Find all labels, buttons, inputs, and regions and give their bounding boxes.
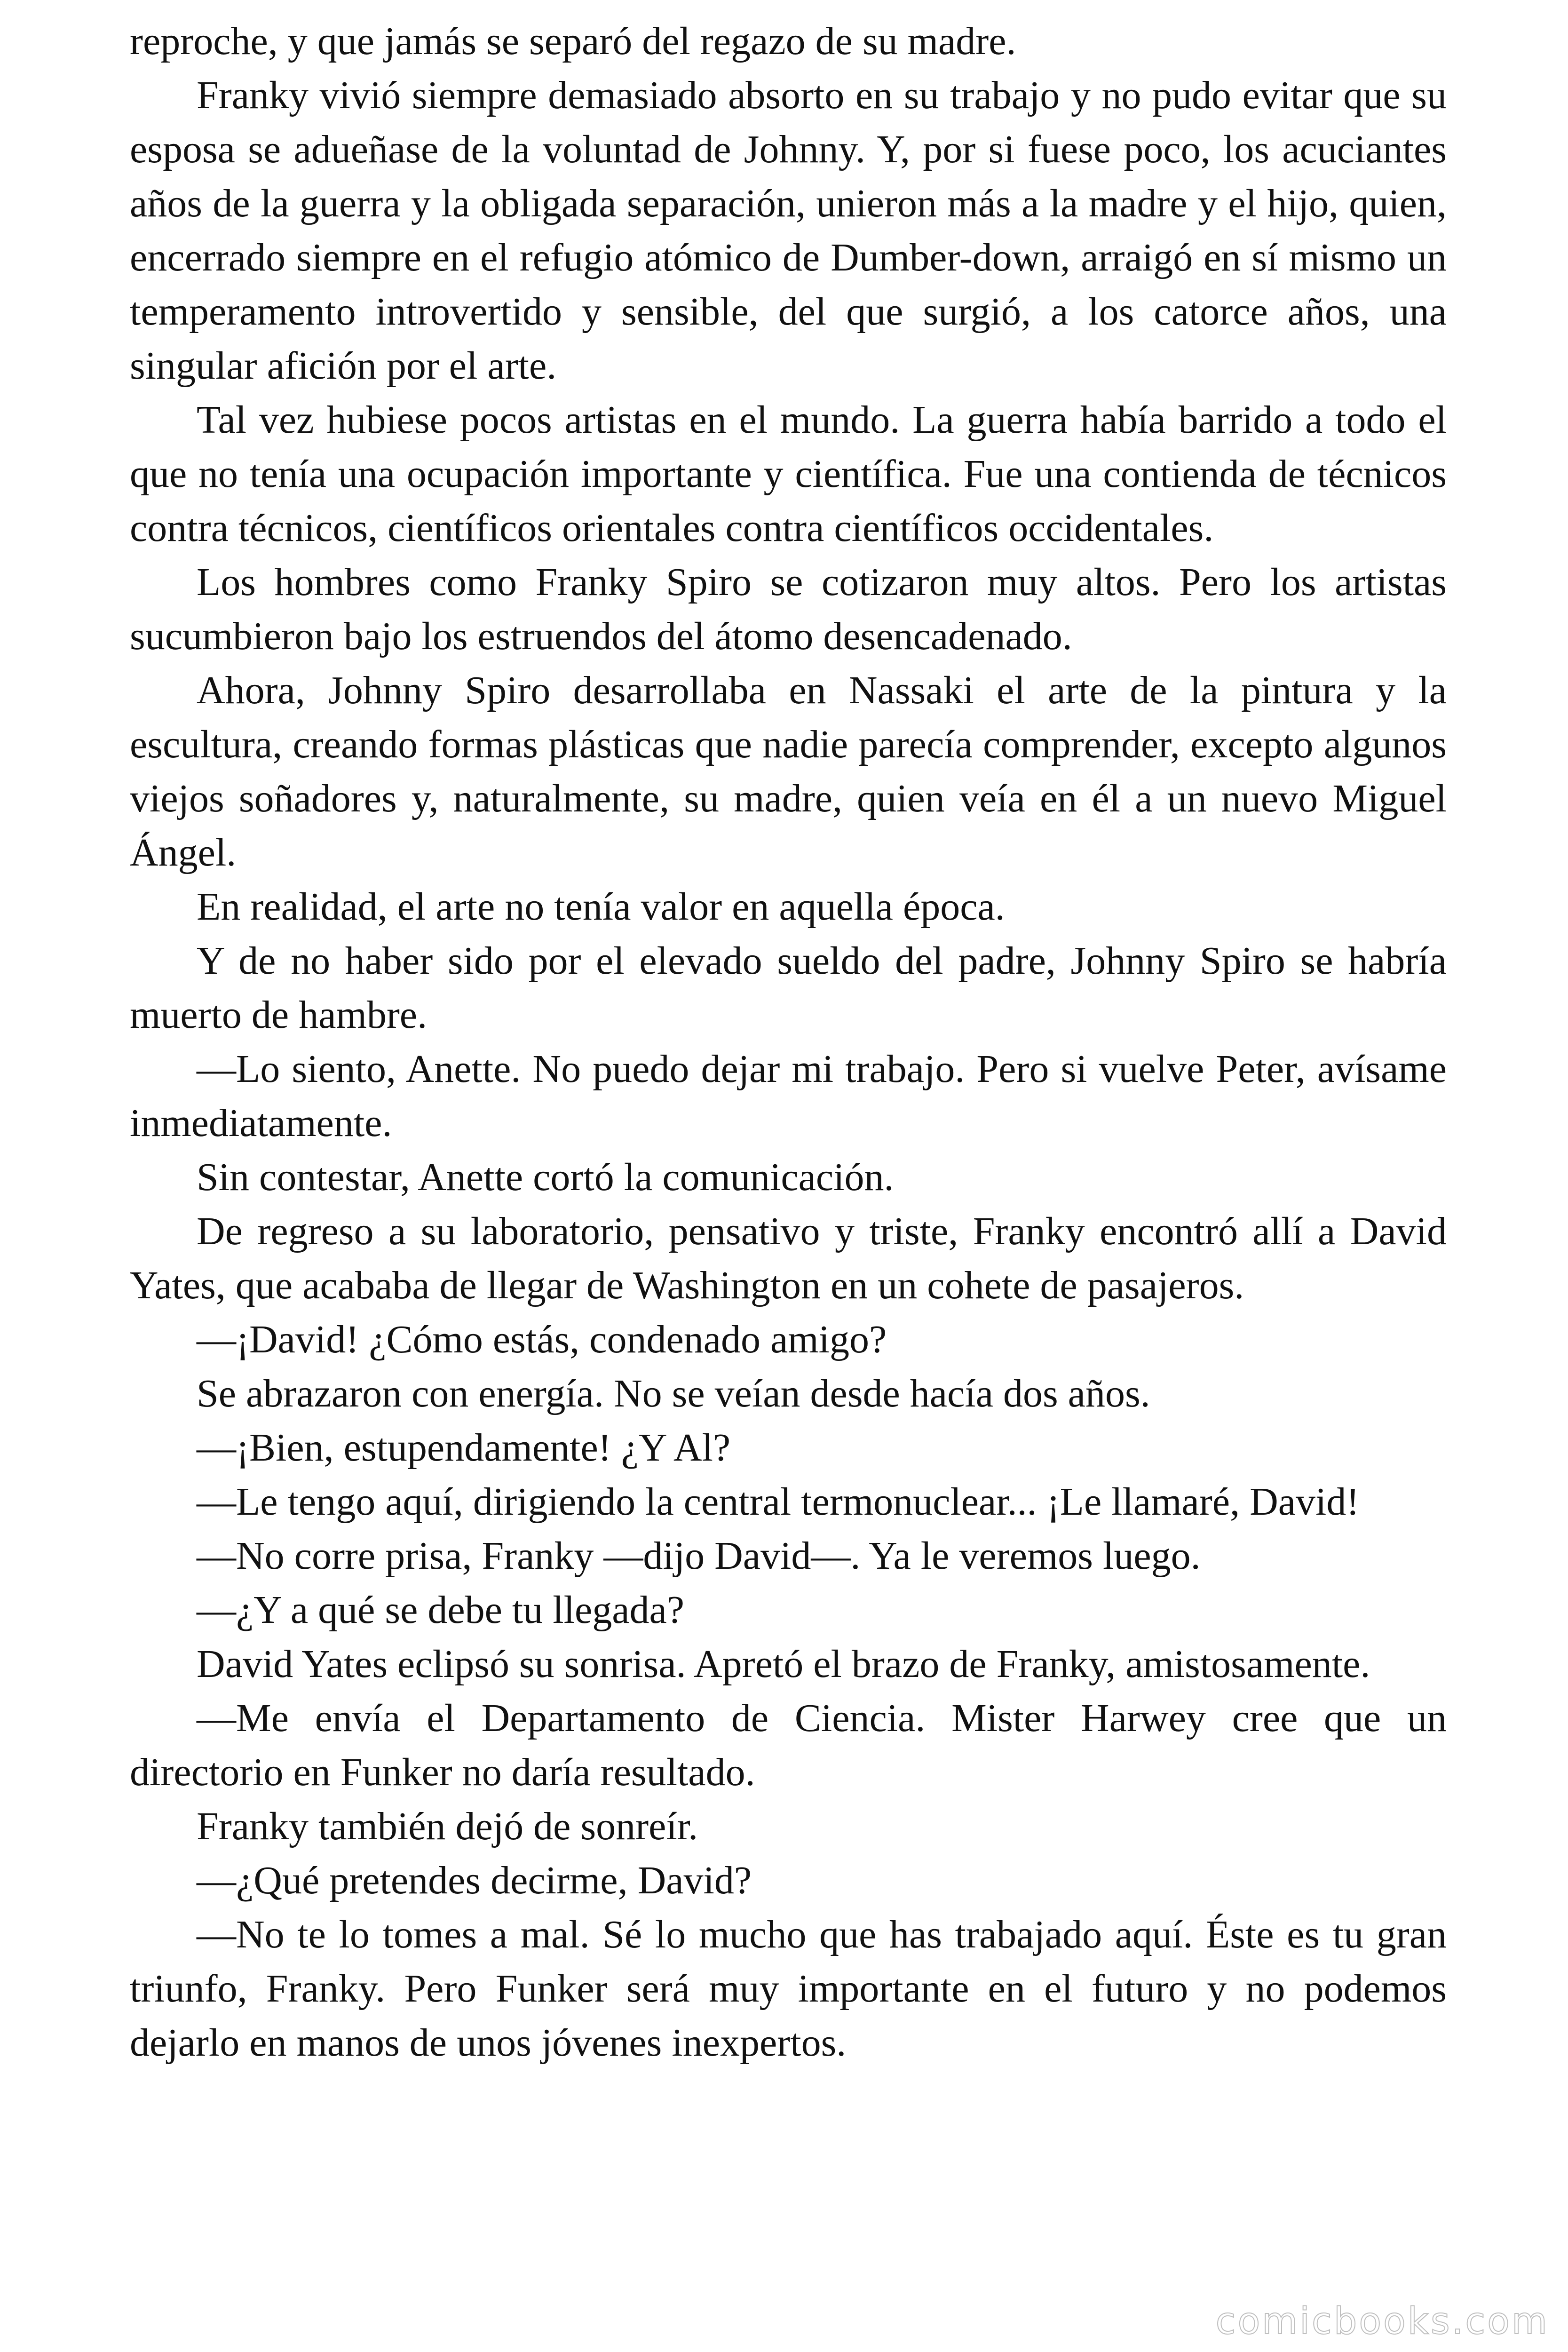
paragraph-1: reproche, y que jamás se separó del regazo de su madre.: [130, 19, 1016, 63]
paragraph-2: Franky vivió siempre demasiado absorto en su trabajo y no pudo evitar que su esposa se adueñase de la voluntad de Johnny. Y, por si fuese poco, los acuciantes años de la guerra y la obligada separación, unieron más a la madre y el hijo, quien, encerrado siempre en el refugio atómico de Dumber-down, arraigó en sí mismo un temperamento introvertido y sensible, del que surgió, a los catorce años, una singular afición por el arte.: [130, 73, 1447, 388]
paragraph-3: Tal vez hubiese pocos artistas en el mundo. La guerra había barrido a todo el que no tenía una ocupación importante y científica. Fue una contienda de técnicos contra técnicos, científicos orientales contra científicos occidentales.: [130, 398, 1447, 550]
paragraph-11: —¡David! ¿Cómo estás, condenado amigo?: [197, 1318, 887, 1361]
paragraph-8: —Lo siento, Anette. No puedo dejar mi trabajo. Pero si vuelve Peter, avísame inmediatamente.: [130, 1047, 1447, 1145]
paragraph-6: En realidad, el arte no tenía valor en aquella época.: [197, 885, 1005, 929]
book-page-text: [130, 14, 1447, 2070]
paragraph-15: —No corre prisa, Franky —dijo David—. Ya le veremos luego.: [197, 1534, 1201, 1578]
paragraph-16: —¿Y a qué se debe tu llegada?: [197, 1588, 685, 1632]
paragraph-14: —Le tengo aquí, dirigiendo la central termonuclear... ¡Le llamaré, David!: [197, 1480, 1360, 1524]
watermark: comicbooks.com: [1215, 2300, 1549, 2343]
paragraph-12: Se abrazaron con energía. No se veían desde hacía dos años.: [197, 1372, 1150, 1415]
paragraph-7: Y de no haber sido por el elevado sueldo del padre, Johnny Spiro se habría muerto de hambre.: [130, 939, 1447, 1037]
paragraph-21: —No te lo tomes a mal. Sé lo mucho que has trabajado aquí. Éste es tu gran triunfo, Franky. Pero Funker será muy importante en el futuro y no podemos dejarlo en manos de unos jóvenes inexpertos.: [130, 1913, 1447, 2065]
paragraph-9: Sin contestar, Anette cortó la comunicación.: [197, 1155, 894, 1199]
paragraph-4: Los hombres como Franky Spiro se cotizaron muy altos. Pero los artistas sucumbieron bajo los estruendos del átomo desencadenado.: [130, 560, 1447, 658]
paragraph-18: —Me envía el Departamento de Ciencia. Mister Harwey cree que un directorio en Funker no daría resultado.: [130, 1696, 1447, 1794]
paragraph-10: De regreso a su laboratorio, pensativo y triste, Franky encontró allí a David Yates, que acababa de llegar de Washington en un cohete de pasajeros.: [130, 1209, 1447, 1307]
paragraph-17: David Yates eclipsó su sonrisa. Apretó el brazo de Franky, amistosamente.: [197, 1642, 1370, 1686]
paragraph-19: Franky también dejó de sonreír.: [197, 1804, 698, 1848]
paragraph-20: —¿Qué pretendes decirme, David?: [197, 1859, 752, 1902]
paragraph-5: Ahora, Johnny Spiro desarrollaba en Nassaki el arte de la pintura y la escultura, creando formas plásticas que nadie parecía comprender, excepto algunos viejos soñadores y, naturalmente, su madre, quien veía en él a un nuevo Miguel Ángel.: [130, 668, 1447, 874]
paragraph-13: —¡Bien, estupendamente! ¿Y Al?: [197, 1426, 731, 1470]
